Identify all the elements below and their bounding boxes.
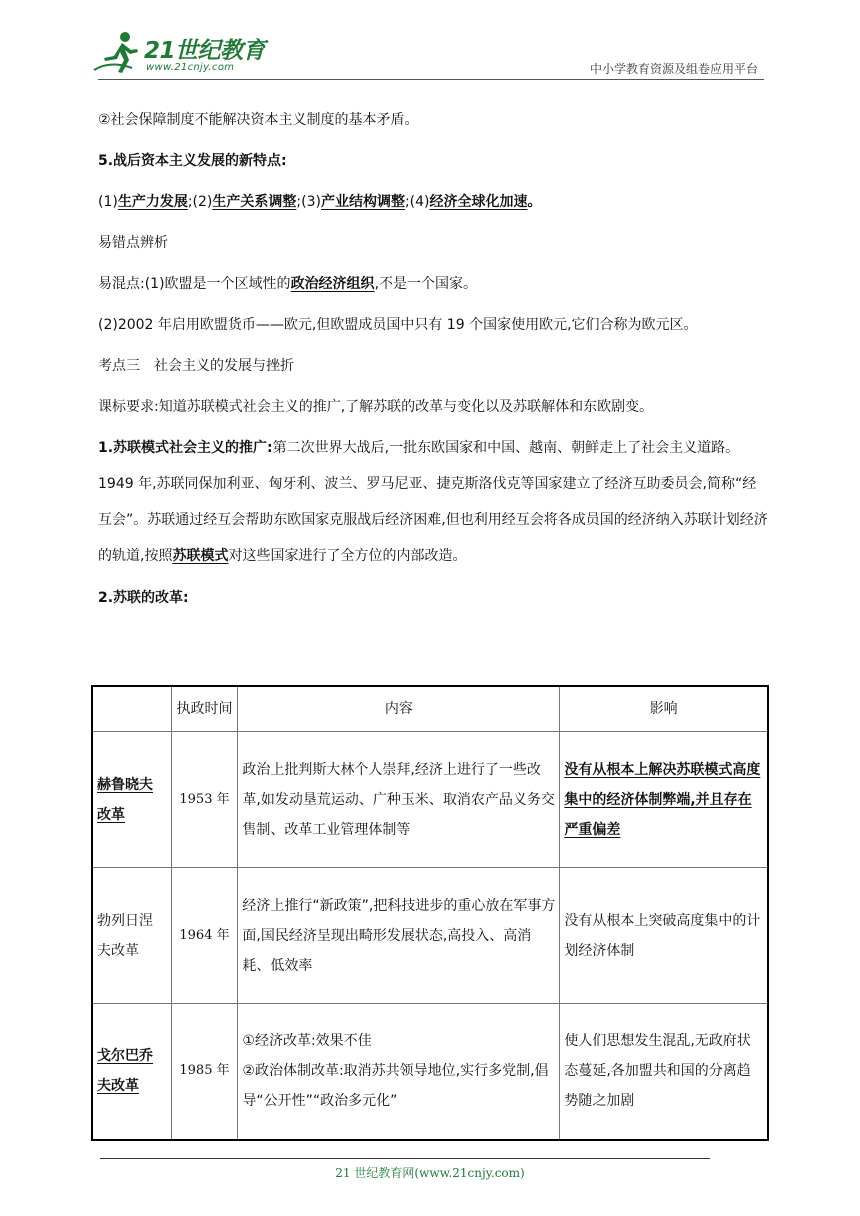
heading-postwar-features: 5.战后资本主义发展的新特点: xyxy=(98,153,287,169)
text-run: 第二次世界大战后,一批东欧国家和中国、越南、朝鲜走上了社会主义道路。1949 年,苏联同保加利亚、匈牙利、波兰、罗马尼亚、捷克斯洛伐克等国家建立了经济互助委员会,简称“经互会”。苏联通过经互会帮助东欧国家克服战后经济困难,但也利用经互会将各成员国的经济纳入苏联计划经济的轨道,按照 xyxy=(98,440,768,564)
table-header-row xyxy=(92,686,768,732)
reform-impact: 没有从根本上突破高度集中的计划经济体制 xyxy=(560,868,768,1004)
page-header xyxy=(0,0,860,90)
table-row xyxy=(92,868,768,1004)
text-run: ;(2) xyxy=(187,194,213,210)
keyword: 生产力发展 xyxy=(117,194,188,210)
text-run: ;(3) xyxy=(296,194,321,210)
table-header-cell: 执政时间 xyxy=(171,686,238,732)
paragraph-euro-note: (2)2002 年启用欧盟货币——欧元,但欧盟成员国中只有 19 个国家使用欧元,它们合称为欧元区。 xyxy=(98,317,698,333)
keyword: 政治经济组织 xyxy=(290,276,375,292)
heading-error-analysis: 易错点辨析 xyxy=(98,235,168,251)
page-footer: 21 世纪教育网(www.21cnjy.com) xyxy=(335,1166,525,1180)
reform-name: 赫鲁晓夫改革 xyxy=(92,732,171,868)
paragraph-social-security: ②社会保障制度不能解决资本主义制度的基本矛盾。 xyxy=(98,112,419,128)
reform-name: 勃列日涅夫改革 xyxy=(92,868,171,1004)
reform-content xyxy=(238,1004,560,1140)
reform-content: 政治上批判斯大林个人崇拜,经济上进行了一些改革,如发动垦荒运动、广种玉米、取消农产品义务交售制、改革工业管理体制等 xyxy=(238,732,560,868)
paragraph-eu-note xyxy=(98,264,768,305)
table-row xyxy=(92,1004,768,1140)
site-logo xyxy=(92,30,272,80)
heading-topic-three: 考点三 社会主义的发展与挫折 xyxy=(98,358,294,374)
table-header-cell xyxy=(92,686,171,732)
keyword: 生产关系调整 xyxy=(212,194,297,210)
header-divider xyxy=(98,79,764,80)
reform-content-item: ①经济改革:效果不佳 xyxy=(242,1033,372,1050)
text-run: 对这些国家进行了全方位的内部改造。 xyxy=(228,548,467,564)
text-run: (1) xyxy=(98,194,118,210)
keyword: 经济全球化加速 xyxy=(429,194,528,210)
logo-url: www.21cnjy.com xyxy=(146,62,235,73)
text-run: 易混点:(1)欧盟是一个区域性的 xyxy=(98,276,291,292)
section-label: 1.苏联模式社会主义的推广: xyxy=(98,440,273,456)
document-body xyxy=(98,100,768,619)
soviet-reforms-table xyxy=(91,685,769,1141)
text-run: ,不是一个国家。 xyxy=(374,276,478,292)
reform-name: 戈尔巴乔夫改革 xyxy=(92,1004,171,1140)
reform-time: 1953 年 xyxy=(171,732,238,868)
logo-text: 21世纪教育 xyxy=(144,38,266,64)
runner-logo-icon xyxy=(92,30,144,76)
keyword: 苏联模式 xyxy=(172,548,229,564)
paragraph-soviet-model xyxy=(98,430,768,574)
keyword: 产业结构调整 xyxy=(320,194,405,210)
table-header-cell: 影响 xyxy=(560,686,768,732)
header-tagline: 中小学教育资源及组卷应用平台 xyxy=(589,62,758,76)
reform-time: 1964 年 xyxy=(171,868,238,1004)
text-run: ;(4) xyxy=(404,194,430,210)
footer-divider xyxy=(100,1158,710,1159)
text-run: 。 xyxy=(527,194,542,210)
reform-content-item: ②政治体制改革:取消苏共领导地位,实行多党制,倡导“公开性”“政治多元化” xyxy=(242,1063,549,1110)
table-header-cell: 内容 xyxy=(238,686,560,732)
reform-impact: 没有从根本上解决苏联模式高度集中的经济体制弊端,并且存在严重偏差 xyxy=(560,732,768,868)
reform-content: 经济上推行“新政策”,把科技进步的重心放在军事方面,国民经济呈现出畸形发展状态,高投入、高消耗、低效率 xyxy=(238,868,560,1004)
paragraph-curriculum: 课标要求:知道苏联模式社会主义的推广,了解苏联的改革与变化以及苏联解体和东欧剧变。 xyxy=(98,399,654,415)
paragraph-features-list xyxy=(98,182,768,223)
table-row xyxy=(92,732,768,868)
heading-soviet-reforms: 2.苏联的改革: xyxy=(98,590,189,606)
reform-time: 1985 年 xyxy=(171,1004,238,1140)
reform-impact: 使人们思想发生混乱,无政府状态蔓延,各加盟共和国的分离趋势随之加剧 xyxy=(560,1004,768,1140)
